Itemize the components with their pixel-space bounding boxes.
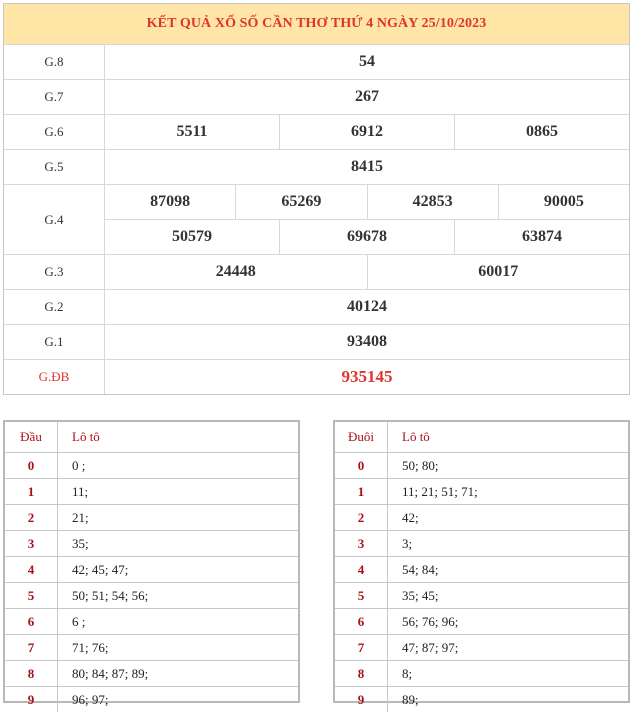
- row-key: 9: [335, 687, 388, 712]
- header-duoi: Đuôi: [335, 422, 388, 452]
- row-loto-values: 42;: [402, 509, 419, 525]
- row-key: 5: [335, 583, 388, 608]
- row-key: 4: [5, 557, 58, 582]
- row-key: 8: [5, 661, 58, 686]
- table-row: [5, 557, 298, 583]
- row-key: 0: [335, 453, 388, 478]
- row-key: 2: [5, 505, 58, 530]
- table-row: [5, 453, 298, 479]
- prize-number: 69678: [279, 220, 454, 254]
- row-loto-values: 6 ;: [72, 613, 86, 629]
- prize-number: 40124: [347, 298, 387, 315]
- row-loto-values: 56; 76; 96;: [402, 613, 459, 629]
- row-loto-values: 3;: [402, 535, 413, 551]
- prize-label: G.8: [4, 45, 105, 79]
- row-key: 7: [5, 635, 58, 660]
- table-row: [5, 583, 298, 609]
- row-key: 1: [5, 479, 58, 504]
- row-loto-values: 54; 84;: [402, 561, 439, 577]
- row-loto-values: 11; 21; 51; 71;: [402, 483, 478, 499]
- table-row: [5, 687, 298, 712]
- prize-row-g1: [4, 325, 629, 360]
- row-loto-values: 50; 51; 54; 56;: [72, 587, 149, 603]
- row-key: 3: [335, 531, 388, 556]
- row-loto-values: 0 ;: [72, 457, 86, 473]
- prize-label: G.3: [4, 255, 105, 289]
- row-loto-values: 71; 76;: [72, 639, 109, 655]
- row-loto-values: 50; 80;: [402, 457, 439, 473]
- row-key: 6: [5, 609, 58, 634]
- row-loto-values: 42; 45; 47;: [72, 561, 129, 577]
- prize-row-g2: [4, 290, 629, 325]
- row-key: 4: [335, 557, 388, 582]
- table-header: [5, 422, 298, 453]
- prize-number: 87098: [150, 193, 191, 210]
- prize-number: 0865: [454, 115, 629, 149]
- prize-row-g6: [4, 115, 629, 150]
- table-row: [5, 635, 298, 661]
- table-row: [5, 479, 298, 505]
- row-key: 7: [335, 635, 388, 660]
- prize-row-special: [4, 360, 629, 394]
- prize-row-g7: [4, 80, 629, 115]
- prize-number: 63874: [454, 220, 629, 254]
- row-key: 3: [5, 531, 58, 556]
- prize-label: G.1: [4, 325, 105, 359]
- special-prize-number: 935145: [341, 367, 393, 386]
- row-loto-values: 47; 87; 97;: [402, 639, 459, 655]
- table-row: [335, 505, 628, 531]
- prize-number: 93408: [347, 333, 387, 350]
- prize-number: 8415: [351, 158, 383, 175]
- prize-number: 6912: [279, 115, 454, 149]
- row-key: 2: [335, 505, 388, 530]
- row-loto-values: 80; 84; 87; 89;: [72, 665, 149, 681]
- prize-number: 65269: [235, 185, 366, 219]
- dau-loto-table: [3, 420, 300, 707]
- row-loto-values: 8;: [402, 665, 413, 681]
- row-key: 9: [5, 687, 58, 712]
- table-row: [5, 505, 298, 531]
- table-row: [335, 661, 628, 687]
- table-row: [335, 453, 628, 479]
- header-loto: Lô tô: [402, 429, 430, 444]
- row-loto-values: 35;: [72, 535, 89, 551]
- prize-number: 50579: [172, 228, 212, 245]
- row-key: 0: [5, 453, 58, 478]
- row-key: 5: [5, 583, 58, 608]
- row-key: 8: [335, 661, 388, 686]
- prize-label: G.2: [4, 290, 105, 324]
- row-key: 1: [335, 479, 388, 504]
- row-loto-values: 89;: [402, 691, 419, 707]
- results-table: [3, 3, 630, 395]
- table-row: [335, 557, 628, 583]
- table-row: [5, 609, 298, 635]
- prize-label: G.7: [4, 80, 105, 114]
- table-row: [5, 531, 298, 557]
- prize-number: 60017: [367, 255, 630, 289]
- row-loto-values: 96; 97;: [72, 691, 109, 707]
- page-title: KẾT QUẢ XỔ SỐ CẦN THƠ THỨ 4 NGÀY 25/10/2023: [4, 4, 629, 45]
- row-loto-values: 11;: [72, 483, 89, 499]
- table-row: [335, 687, 628, 712]
- header-dau: Đầu: [5, 422, 58, 452]
- prize-row-g4: [4, 185, 629, 255]
- row-loto-values: 21;: [72, 509, 89, 525]
- prize-label: G.ĐB: [4, 360, 105, 394]
- prize-row-g8: [4, 45, 629, 80]
- table-row: [335, 635, 628, 661]
- prize-label: G.5: [4, 150, 105, 184]
- prize-number: 267: [355, 88, 379, 105]
- row-key: 6: [335, 609, 388, 634]
- prize-row-g3: [4, 255, 629, 290]
- header-loto: Lô tô: [72, 429, 100, 444]
- table-row: [335, 583, 628, 609]
- prize-label: G.4: [4, 185, 105, 254]
- table-row: [335, 609, 628, 635]
- prize-number: 42853: [367, 185, 498, 219]
- prize-row-g5: [4, 150, 629, 185]
- table-row: [335, 479, 628, 505]
- prize-label: G.6: [4, 115, 105, 149]
- prize-number: 24448: [215, 263, 256, 280]
- row-loto-values: 35; 45;: [402, 587, 439, 603]
- prize-number: 54: [359, 53, 375, 70]
- prize-number: 5511: [176, 123, 208, 140]
- table-row: [335, 531, 628, 557]
- prize-number: 90005: [498, 185, 629, 219]
- table-row: [5, 661, 298, 687]
- duoi-loto-table: [333, 420, 630, 707]
- table-header: [335, 422, 628, 453]
